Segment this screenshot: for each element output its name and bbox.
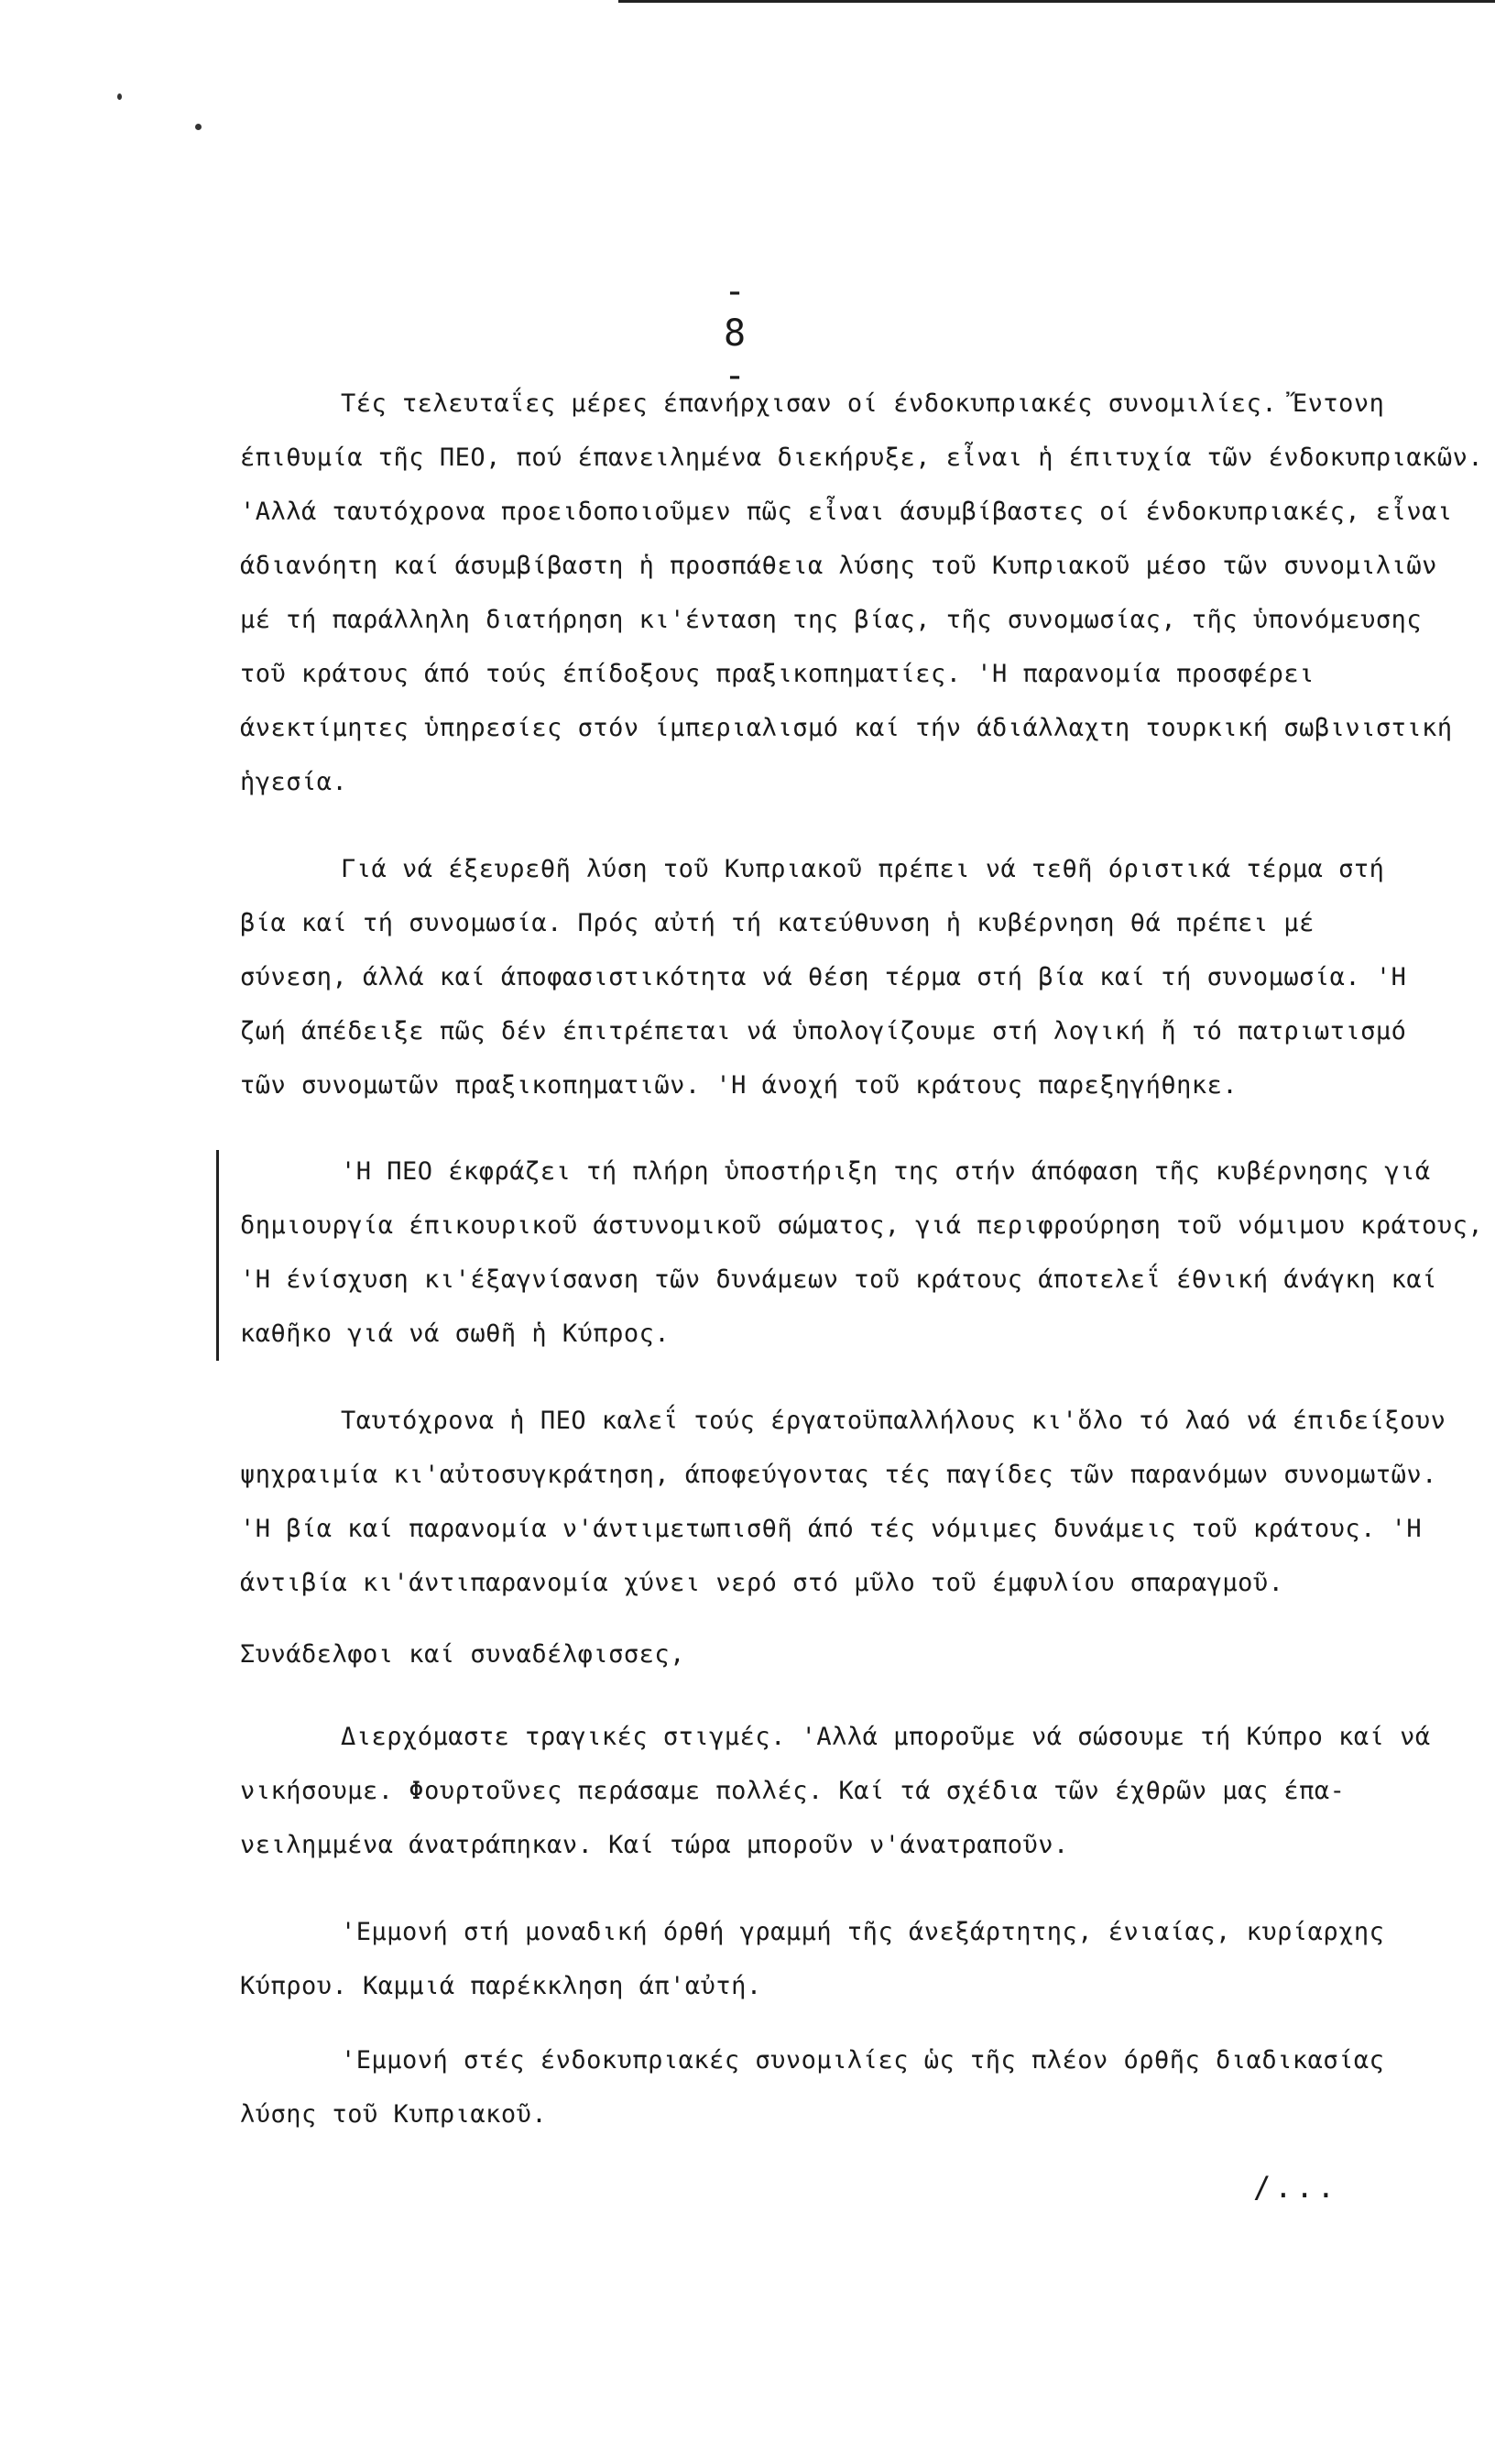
- text-line: σύνεση, άλλά καί άποφασιστικότητα νά θέση τέρμα στή βία καί τή συνομωσία. 'Η: [240, 963, 1407, 991]
- text-line: μέ τή παράλληλη διατήρηση κι'ένταση της βίας, τῆς συνομωσίας, τῆς ὑπονόμευσης: [240, 606, 1423, 634]
- top-border-rule: [618, 0, 1495, 3]
- text-line: ζωή άπέδειξε πῶς δέν έπιτρέπεται νά ὑπολογίζουμε στή λογική ἤ τό πατριωτισμό: [240, 1017, 1407, 1046]
- text-line: ἡγεσία.: [240, 768, 348, 796]
- text-line: Γιά νά έξευρεθῆ λύση τοῦ Κυπριακοῦ πρέπει νά τεθῆ όριστικά τέρμα στή: [341, 855, 1385, 883]
- scan-speck: [117, 93, 122, 100]
- text-line: 'Η βία καί παρανομία ν'άντιμετωπισθῆ άπό τές νόμιμες δυνάμεις τοῦ κράτους. 'Η: [240, 1515, 1423, 1543]
- text-line: 'Εμμονή στή μοναδική όρθή γραμμή τῆς άνεξάρτητης, ένιαίας, κυρίαρχης: [341, 1918, 1385, 1946]
- text-line: τῶν συνομωτῶν πραξικοπηματιῶν. 'Η άνοχή τοῦ κράτους παρεξηγήθηκε.: [240, 1071, 1239, 1100]
- text-line: νειλημμένα άνατράπηκαν. Καί τώρα μποροῦν ν'άνατραποῦν.: [240, 1831, 1069, 1859]
- text-line: λύσης τοῦ Κυπριακοῦ.: [240, 2100, 548, 2129]
- text-line: άδιανόητη καί άσυμβίβαστη ἡ προσπάθεια λύσης τοῦ Κυπριακοῦ μέσο τῶν συνομιλιῶν: [240, 552, 1437, 580]
- scan-speck: [195, 124, 202, 130]
- page-number: - 8 -: [724, 270, 752, 397]
- text-line: νικήσουμε. Φουρτοῦνες περάσαμε πολλές. Καί τά σχέδια τῶν έχθρῶν μας έπα-: [240, 1777, 1346, 1805]
- margin-annotation-bar: [216, 1150, 219, 1361]
- text-line: άνεκτίμητες ὑπηρεσίες στόν ίμπεριαλισμό καί τήν άδιάλλαχτη τουρκική σωβινιστική: [240, 714, 1453, 742]
- text-line: Κύπρου. Καμμιά παρέκκληση άπ'αὐτή.: [240, 1972, 762, 2000]
- text-line: άντιβία κι'άντιπαρανομία χύνει νερό στό μῦλο τοῦ έμφυλίου σπαραγμοῦ.: [240, 1569, 1284, 1597]
- text-line: 'Η ΠΕΟ έκφράζει τή πλήρη ὑποστήριξη της στήν άπόφαση τῆς κυβέρνησης γιά: [341, 1157, 1431, 1186]
- text-line: βία καί τή συνομωσία. Πρός αὐτή τή κατεύθυνση ἡ κυβέρνηση θά πρέπει μέ: [240, 909, 1315, 937]
- text-line: Διερχόμαστε τραγικές στιγμές. 'Αλλά μποροῦμε νά σώσουμε τή Κύπρο καί νά: [341, 1723, 1431, 1751]
- text-line: τοῦ κράτους άπό τούς έπίδοξους πραξικοπηματίες. 'Η παρανομία προσφέρει: [240, 660, 1315, 688]
- text-line: 'Αλλά ταυτόχρονα προειδοποιοῦμεν πῶς εἶναι άσυμβίβαστες οί ένδοκυπριακές, εἶναι: [240, 498, 1453, 526]
- continuation-mark: /...: [1253, 2170, 1339, 2205]
- text-line: Ταυτόχρονα ἡ ΠΕΟ καλεΐ τούς έργατοϋπαλλήλους κι'ὅλο τό λαό νά έπιδείξουν: [341, 1407, 1446, 1435]
- text-line: 'Η ένίσχυση κι'έξαγνίσανση τῶν δυνάμεων τοῦ κράτους άποτελεΐ έθνική άνάγκη καί: [240, 1265, 1437, 1294]
- text-line: ψηχραιμία κι'αὐτοσυγκράτηση, άποφεύγοντας τές παγίδες τῶν παρανόμων συνομωτῶν.: [240, 1461, 1437, 1489]
- text-line: έπιθυμία τῆς ΠΕΟ, πού έπανειλημένα διεκήρυξε, εἶναι ἡ έπιτυχία τῶν ένδοκυπριακῶν.: [240, 444, 1484, 472]
- text-line: Συνάδελφοι καί συναδέλφισσες,: [240, 1640, 685, 1669]
- text-line: καθῆκο γιά νά σωθῆ ἡ Κύπρος.: [240, 1320, 671, 1348]
- text-line: 'Εμμονή στές ένδοκυπριακές συνομιλίες ὡς τῆς πλέον όρθῆς διαδικασίας: [341, 2046, 1385, 2075]
- text-line: δημιουργία έπικουρικοῦ άστυνομικοῦ σώματος, γιά περιφρούρηση τοῦ νόμιμου κράτους,: [240, 1211, 1484, 1240]
- text-line: Τές τελευταΐες μέρες έπανήρχισαν οί ένδοκυπριακές συνομιλίες. Ἔντονη: [341, 389, 1385, 418]
